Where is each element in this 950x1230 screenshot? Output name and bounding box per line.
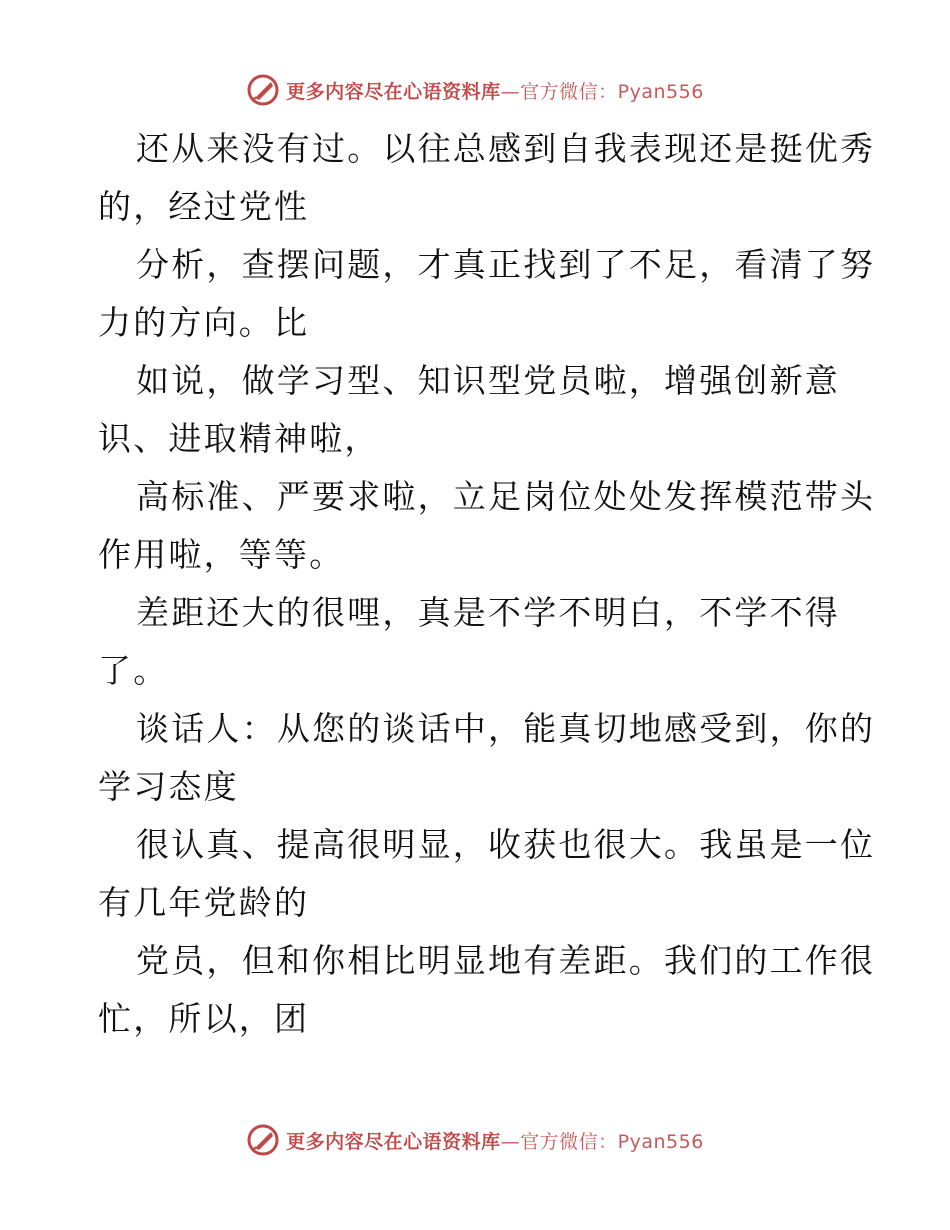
quill-logo-icon <box>246 1123 280 1157</box>
paragraph-line: 识、进取精神啦， <box>98 419 380 458</box>
paragraph <box>98 236 876 352</box>
header-contact: 官方微信：Pyan556 <box>520 80 704 103</box>
paragraph-line: 谈话人：从您的谈话中，能真切地感受到，你的 <box>136 709 876 748</box>
paragraph <box>98 584 858 700</box>
header-banner <box>0 70 950 110</box>
paragraph-line: 忙，所以，团 <box>98 999 310 1038</box>
paragraph-line: 还从来没有过。以往总感到自我表现还是挺优秀 <box>136 129 876 168</box>
paragraph-line: 如说，做学习型、知识型党员啦，增强创新意 <box>136 361 840 400</box>
paragraph-line: 高标准、严要求啦，立足岗位处处发挥模范带头 <box>136 477 876 516</box>
paragraph-line: 力的方向。比 <box>98 303 310 342</box>
paragraph-line: 党员，但和你相比明显地有差距。我们的工作很 <box>136 941 876 980</box>
paragraph-line: 差距还大的很哩，真是不学不明白，不学不得 <box>136 593 840 632</box>
footer-contact: 官方微信：Pyan556 <box>520 1130 704 1153</box>
quill-logo-icon <box>246 73 280 107</box>
paragraph <box>98 352 858 468</box>
paragraph <box>98 816 876 932</box>
header-brand: 更多内容尽在心语资料库 <box>286 80 501 103</box>
footer-dash: — <box>500 1130 521 1153</box>
paragraph <box>98 468 876 584</box>
footer-brand: 更多内容尽在心语资料库 <box>286 1130 501 1153</box>
paragraph-line: 很认真、提高很明显，收获也很大。我虽是一位 <box>136 825 876 864</box>
paragraph-line: 学习态度 <box>98 767 239 806</box>
paragraph-line: 分析，查摆问题，才真正找到了不足，看清了努 <box>136 245 876 284</box>
header-text <box>286 77 704 104</box>
paragraph-line: 有几年党龄的 <box>98 883 310 922</box>
paragraph <box>98 932 876 1048</box>
footer-text <box>286 1127 704 1154</box>
footer-banner <box>0 1120 950 1160</box>
paragraph <box>98 120 876 236</box>
paragraph-line: 作用啦，等等。 <box>98 535 345 574</box>
paragraph-line: 了。 <box>98 651 169 690</box>
header-dash: — <box>500 80 521 103</box>
paragraph <box>98 700 876 816</box>
paragraph-line: 的，经过党性 <box>98 187 310 226</box>
document-body <box>98 120 876 1048</box>
